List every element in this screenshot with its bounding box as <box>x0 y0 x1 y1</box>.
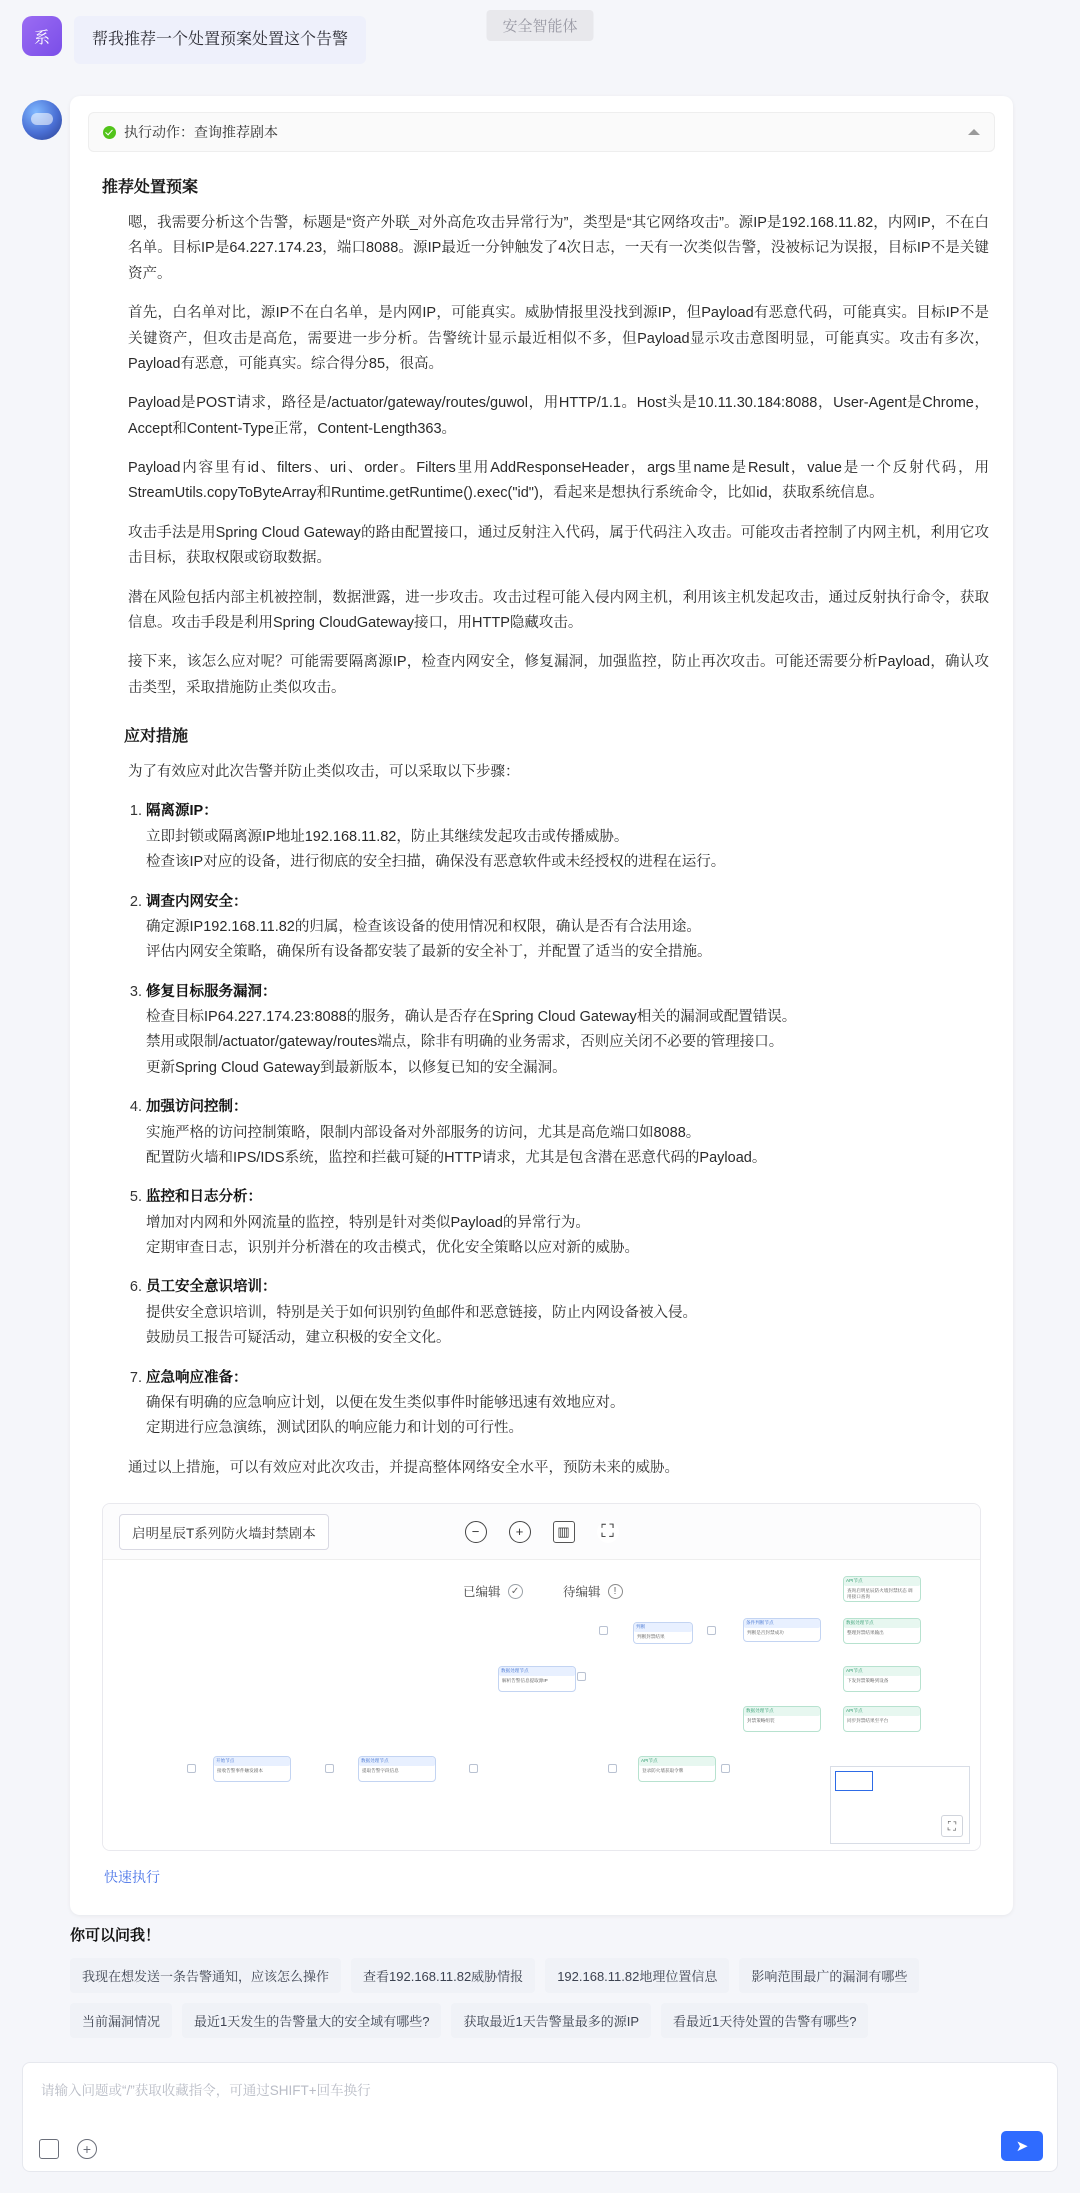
send-icon[interactable]: ➤ <box>1001 2131 1043 2161</box>
plan-paragraph: Payload内容里有id、filters、uri、order。Filters里用AddResponseHeader，args里name是Result，value是一个反射代码，用StreamUtils.copyToByteArray和Runtime.getRuntime().exec("id")，看起来是想执行系统命令，比如id，获取系统信息。 <box>128 460 989 502</box>
user-message-bubble: 帮我推荐一个处置预案处置这个告警 <box>74 16 366 64</box>
add-icon[interactable]: + <box>77 2139 97 2159</box>
flow-node[interactable] <box>843 1666 921 1692</box>
minus-icon[interactable]: − <box>465 1521 487 1543</box>
success-check-icon <box>103 126 116 139</box>
quick-execute-link[interactable]: 快速执行 <box>104 1869 160 1885</box>
flow-node-header: API节点 <box>639 1757 715 1766</box>
flow-canvas[interactable] <box>103 1560 980 1850</box>
chevron-up-icon[interactable] <box>968 129 980 135</box>
flow-node-body: 判断封禁结果 <box>637 1633 665 1639</box>
message-composer[interactable] <box>22 2062 1058 2172</box>
info-circle-icon: ! <box>608 1584 623 1599</box>
flow-node-body: 接收告警事件触发剧本 <box>217 1767 263 1773</box>
suggestions-title: 你可以问我！ <box>70 1927 161 1944</box>
flow-node-body: 判断是否封禁成功 <box>747 1629 784 1635</box>
step-line: 鼓励员工报告可疑活动，建立积极的安全文化。 <box>146 1330 451 1347</box>
composer-placeholder: 请输入问题或“/”获取收藏指令，可通过SHIFT+回车换行 <box>41 2083 371 2098</box>
flow-tool-icons <box>465 1521 619 1543</box>
flow-node-header: API节点 <box>844 1707 920 1716</box>
app-title-badge: 安全智能体 <box>486 10 593 41</box>
user-avatar: 系 <box>22 16 62 56</box>
composer-left-icons <box>39 2139 97 2159</box>
history-icon[interactable] <box>39 2139 59 2159</box>
plus-icon[interactable]: + <box>509 1521 531 1543</box>
flow-node-body: 同步封禁结果至平台 <box>847 1717 889 1723</box>
list-item <box>146 890 995 966</box>
step-line: 评估内网安全策略，确保所有设备都安装了最新的安全补丁，并配置了适当的安全措施。 <box>146 944 712 961</box>
legend-edited <box>463 1582 523 1600</box>
step-line: 检查该IP对应的设备，进行彻底的安全扫描，确保没有恶意软件或未经授权的进程在运行。 <box>146 854 726 871</box>
flow-connector[interactable] <box>325 1764 334 1773</box>
plan-paragraph: 攻击手法是用Spring Cloud Gateway的路由配置接口，通过反射注入代码，属于代码注入攻击。可能攻击者控制了内网主机，利用它攻击目标，获取权限或窃取数据。 <box>128 524 989 567</box>
flow-node-body: 整理封禁结果输出 <box>847 1629 884 1635</box>
action-status-bar[interactable] <box>88 112 995 152</box>
suggestion-chip[interactable]: 获取最近1天告警量最多的源IP <box>451 2003 651 2038</box>
assistant-avatar <box>22 100 62 140</box>
step-title: 7. 应急响应准备： <box>146 1369 248 1386</box>
flow-node[interactable] <box>843 1576 921 1602</box>
list-item <box>146 1095 995 1171</box>
step-line: 提供安全意识培训，特别是关于如何识别钓鱼邮件和恶意链接，防止内网设备被入侵。 <box>146 1304 697 1321</box>
suggestion-chip[interactable]: 最近1天发生的告警量大的安全域有哪些? <box>182 2003 441 2038</box>
flow-node-header: 判断 <box>634 1623 692 1632</box>
flow-minimap[interactable] <box>830 1766 970 1844</box>
measures-title: 应对措施 <box>124 728 189 745</box>
assistant-answer-card <box>70 96 1013 1915</box>
step-line: 立即封锁或隔离源IP地址192.168.11.82，防止其继续发起攻击或传播威胁。 <box>146 828 629 845</box>
fit-icon[interactable]: ▥ <box>553 1521 575 1543</box>
flow-node[interactable] <box>743 1706 821 1732</box>
legend-pending-label: 待编辑 <box>563 1585 601 1599</box>
step-line: 增加对内网和外网流量的监控，特别是针对类似Payload的异常行为。 <box>146 1214 590 1231</box>
suggestion-chip[interactable]: 看最近1天待处置的告警有哪些? <box>661 2003 868 2038</box>
list-item <box>146 1275 995 1351</box>
flow-node-body: 登录防火墙获取令牌 <box>642 1767 684 1773</box>
legend-edited-label: 已编辑 <box>463 1585 501 1599</box>
step-line: 配置防火墙和IPS/IDS系统，监控和拦截可疑的HTTP请求，尤其是包含潜在恶意代码的Payload。 <box>146 1149 767 1166</box>
plan-closing: 通过以上措施，可以有效应对此次攻击，并提高整体网络安全水平，预防未来的威胁。 <box>128 1459 679 1476</box>
step-title: 2. 调查内网安全： <box>146 893 248 910</box>
step-title: 1. 隔离源IP： <box>146 803 218 820</box>
step-line: 确保有明确的应急响应计划，以便在发生类似事件时能够迅速有效地应对。 <box>146 1394 625 1411</box>
flow-node[interactable] <box>498 1666 576 1692</box>
step-line: 定期进行应急演练，测试团队的响应能力和计划的可行性。 <box>146 1420 523 1437</box>
step-line: 更新Spring Cloud Gateway到最新版本，以修复已知的安全漏洞。 <box>146 1059 567 1076</box>
flow-node-header: 数据处理节点 <box>744 1707 820 1716</box>
fullscreen-icon[interactable]: ⛶ <box>597 1521 619 1543</box>
flow-connector[interactable] <box>721 1764 730 1773</box>
flow-node-header: 数据处理节点 <box>844 1619 920 1628</box>
suggestion-chip[interactable]: 当前漏洞情况 <box>70 2003 172 2038</box>
step-line: 确定源IP192.168.11.82的归属，检查该设备的使用情况和权限，确认是否有合法用途。 <box>146 918 701 935</box>
flow-node-body: 提取告警字段信息 <box>362 1767 399 1773</box>
flow-node[interactable] <box>843 1618 921 1644</box>
flow-node-header: 数据处理节点 <box>499 1667 575 1676</box>
flow-connector[interactable] <box>187 1764 196 1773</box>
flow-connector[interactable] <box>707 1626 716 1635</box>
flow-toolbar <box>103 1504 980 1560</box>
flow-node-body: 下发封禁策略到设备 <box>847 1677 889 1683</box>
plan-title: 推荐处置预案 <box>102 179 199 196</box>
step-line: 定期审查日志，识别并分析潜在的攻击模式，优化安全策略以应对新的威胁。 <box>146 1240 639 1256</box>
action-label: 执行动作：查询推荐剧本 <box>124 124 278 140</box>
step-line: 检查目标IP64.227.174.23:8088的服务，确认是否存在Spring Cloud Gateway相关的漏洞或配置错误。 <box>146 1009 797 1025</box>
suggestion-chip[interactable]: 影响范围最广的漏洞有哪些 <box>739 1958 919 1993</box>
flow-node[interactable] <box>743 1618 821 1642</box>
minimap-viewport[interactable] <box>835 1771 873 1791</box>
flow-node-body: 解析告警信息提取源IP <box>502 1677 548 1683</box>
plan-paragraph: 首先，白名单对比，源IP不在白名单，是内网IP，可能真实。威胁情报里没找到源IP，但Payload有恶意代码，可能真实。目标IP不是关键资产，但攻击是高危，需要进一步分析。告警统计显示最近相似不多，但Payload显示攻击意图明显，可能真实。攻击有多次，Payload有恶意，可能真实。综合得分85，很高。 <box>128 305 989 372</box>
list-item <box>146 799 995 875</box>
list-item <box>146 980 995 1082</box>
list-item <box>146 1185 995 1261</box>
flow-node-body: 查询启明星辰防火墙封禁状态 调用接口查询 <box>847 1587 913 1600</box>
flow-connector[interactable] <box>469 1764 478 1773</box>
measures-intro: 为了有效应对此次告警并防止类似攻击，可以采取以下步骤： <box>128 764 520 780</box>
measures-list <box>88 799 995 1441</box>
flow-connector[interactable] <box>599 1626 608 1635</box>
plan-paragraph: 接下来，该怎么应对呢？可能需要隔离源IP，检查内网安全，修复漏洞，加强监控，防止再次攻击。可能还需要分析Payload，确认攻击类型，采取措施防止类似攻击。 <box>128 654 989 696</box>
fullscreen-icon[interactable]: ⛶ <box>941 1815 963 1837</box>
list-item <box>146 1366 995 1442</box>
user-message-row <box>22 16 366 64</box>
flow-node-header: API节点 <box>844 1667 920 1676</box>
suggestion-chip[interactable]: 查看192.168.11.82威胁情报 <box>351 1958 535 1993</box>
plan-paragraph: 嗯，我需要分析这个告警，标题是“资产外联_对外高危攻击异常行为”，类型是“其它网络攻击”。源IP是192.168.11.82，内网IP，不在白名单。目标IP是64.227.174.23，端口8088。源IP最近一分钟触发了4次日志，一天有一次类似告警，没被标记为误报，目标IP不是关键资产。 <box>128 215 989 282</box>
legend-pending <box>563 1582 623 1600</box>
flow-node[interactable] <box>843 1706 921 1732</box>
step-title: 5. 监控和日志分析： <box>146 1189 262 1206</box>
flow-node-header: 开始节点 <box>214 1757 290 1766</box>
step-line: 实施严格的访问控制策略，限制内部设备对外部服务的访问，尤其是高危端口如8088。 <box>146 1124 701 1141</box>
flow-node-header: 数据处理节点 <box>359 1757 435 1766</box>
step-line: 禁用或限制/actuator/gateway/routes端点，除非有明确的业务需求，否则应关闭不必要的管理接口。 <box>146 1034 784 1051</box>
flow-name-input[interactable]: 启明星辰T系列防火墙封禁剧本 <box>119 1514 329 1550</box>
flow-connector[interactable] <box>608 1764 617 1773</box>
flow-node-header: API节点 <box>844 1577 920 1586</box>
suggestion-chip[interactable]: 192.168.11.82地理位置信息 <box>545 1958 729 1993</box>
plan-paragraph: Payload是POST请求，路径是/actuator/gateway/routes/guwol，用HTTP/1.1。Host头是10.11.30.184:8088，User-Agent是Chrome，Accept和Content-Type正常，Content-Length363。 <box>128 395 989 437</box>
step-title: 4. 加强访问控制： <box>146 1099 248 1116</box>
suggestion-chip[interactable]: 我现在想发送一条告警通知，应该怎么操作 <box>70 1958 341 1993</box>
flow-node[interactable] <box>213 1756 291 1782</box>
step-title: 6. 员工安全意识培训： <box>146 1279 277 1296</box>
suggestion-chips <box>70 1958 1030 2038</box>
step-title: 3. 修复目标服务漏洞： <box>146 983 277 1000</box>
flow-node-header: 条件判断节点 <box>744 1619 820 1628</box>
playbook-flow-panel <box>102 1503 981 1851</box>
flow-node[interactable] <box>358 1756 436 1782</box>
flow-node-body: 封禁策略组装 <box>747 1717 775 1723</box>
plan-paragraph: 潜在风险包括内部主机被控制，数据泄露，进一步攻击。攻击过程可能入侵内网主机，利用该主机发起攻击，通过反射执行命令，获取信息。攻击手段是利用Spring CloudGateway接口，用HTTP隐藏攻击。 <box>128 589 989 631</box>
flow-connector[interactable] <box>577 1672 586 1681</box>
flow-node[interactable] <box>633 1622 693 1644</box>
check-circle-icon: ✓ <box>508 1584 523 1599</box>
flow-node[interactable] <box>638 1756 716 1782</box>
